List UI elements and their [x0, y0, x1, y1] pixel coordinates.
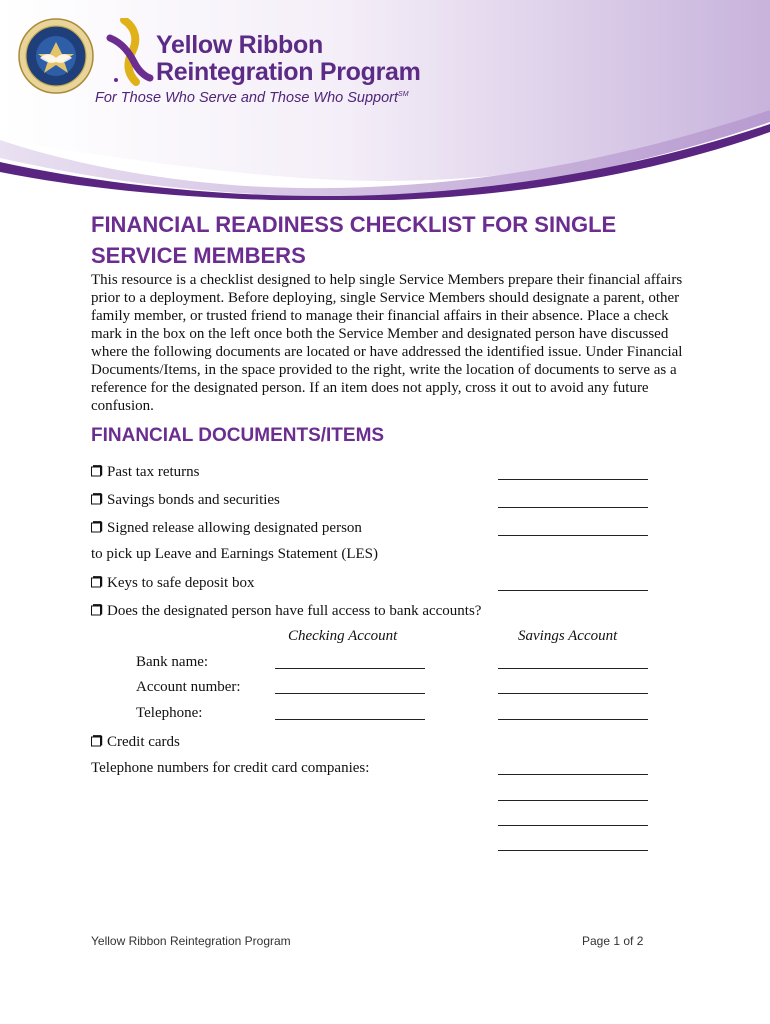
section-title-financial-documents: FINANCIAL DOCUMENTS/ITEMS — [91, 425, 385, 446]
checking-telephone-line[interactable] — [275, 719, 425, 720]
checklist-item-signed-release — [91, 519, 362, 537]
item-label: Savings bonds and securities — [107, 492, 280, 508]
checking-account-number-line[interactable] — [275, 693, 425, 694]
credit-card-phones-label: Telephone numbers for credit card companies: — [91, 760, 370, 776]
credit-card-phone-line-4[interactable] — [498, 850, 648, 851]
program-name-line1: Yellow Ribbon — [156, 31, 323, 59]
checklist-item-safe-deposit — [91, 574, 254, 592]
bank-row-label-account-number: Account number: — [136, 679, 241, 695]
item-label: Keys to safe deposit box — [107, 575, 255, 591]
page-header — [0, 0, 770, 200]
item-label: Past tax returns — [107, 464, 200, 480]
yellow-ribbon-logo-icon — [106, 18, 154, 86]
column-header-checking: Checking Account — [288, 628, 398, 644]
tagline-text: For Those Who Serve and Those Who Support — [95, 90, 399, 106]
column-header-savings: Savings Account — [518, 628, 618, 644]
footer-program-name: Yellow Ribbon Reintegration Program — [91, 934, 291, 948]
footer-page-number: Page 1 of 2 — [582, 934, 644, 948]
checklist-item-bank-access — [91, 602, 481, 620]
checklist-item-past-tax — [91, 463, 199, 481]
savings-account-number-line[interactable] — [498, 693, 648, 694]
checklist-item-credit-cards — [91, 733, 180, 751]
item-label: Signed release allowing designated person — [107, 520, 362, 536]
service-mark: SM — [398, 91, 409, 99]
checking-bank-name-line[interactable] — [275, 668, 425, 669]
location-line-signed-release[interactable] — [498, 535, 648, 536]
credit-card-phone-line-2[interactable] — [498, 800, 648, 801]
checklist-item-savings-bonds — [91, 491, 280, 509]
checkbox-icon[interactable] — [91, 491, 103, 509]
location-line-past-tax[interactable] — [498, 479, 648, 480]
bank-row-label-telephone: Telephone: — [136, 705, 203, 721]
program-tagline — [95, 90, 409, 106]
location-line-safe-deposit[interactable] — [498, 590, 648, 591]
checkbox-icon[interactable] — [91, 733, 103, 751]
dod-seal-icon — [18, 18, 94, 94]
checkbox-icon[interactable] — [91, 519, 103, 537]
credit-card-phone-line-3[interactable] — [498, 825, 648, 826]
checkbox-icon[interactable] — [91, 463, 103, 481]
signed-release-continuation: to pick up Leave and Earnings Statement (LES) — [91, 546, 378, 562]
checkbox-icon[interactable] — [91, 574, 103, 592]
savings-telephone-line[interactable] — [498, 719, 648, 720]
program-name-line2: Reintegration Program — [156, 58, 421, 86]
item-label: Credit cards — [107, 734, 180, 750]
credit-card-phone-line-1[interactable] — [498, 774, 648, 775]
intro-paragraph: This resource is a checklist designed to help single Service Members prepare their financial affairs prior to a deployment. Before deploying, single Service Members should designate a parent, other family member, or trusted friend to manage their financial affairs in their absence. Place a check mark in the box on the left once both the Service Member and designated person have discussed where the following documents are located or have addressed the identified issue. Under Financial Documents/Items, in the space provided to the right, write the location of documents to serve as a reference for the designated person. If an item does not apply, cross it out to avoid any future confusion. — [91, 272, 683, 414]
item-label: Does the designated person have full access to bank accounts? — [107, 603, 482, 619]
location-line-savings-bonds[interactable] — [498, 507, 648, 508]
savings-bank-name-line[interactable] — [498, 668, 648, 669]
bank-row-label-bank-name: Bank name: — [136, 654, 209, 670]
checkbox-icon[interactable] — [91, 602, 103, 620]
document-title: FINANCIAL READINESS CHECKLIST FOR SINGLE SERVICE MEMBERS — [91, 212, 617, 268]
